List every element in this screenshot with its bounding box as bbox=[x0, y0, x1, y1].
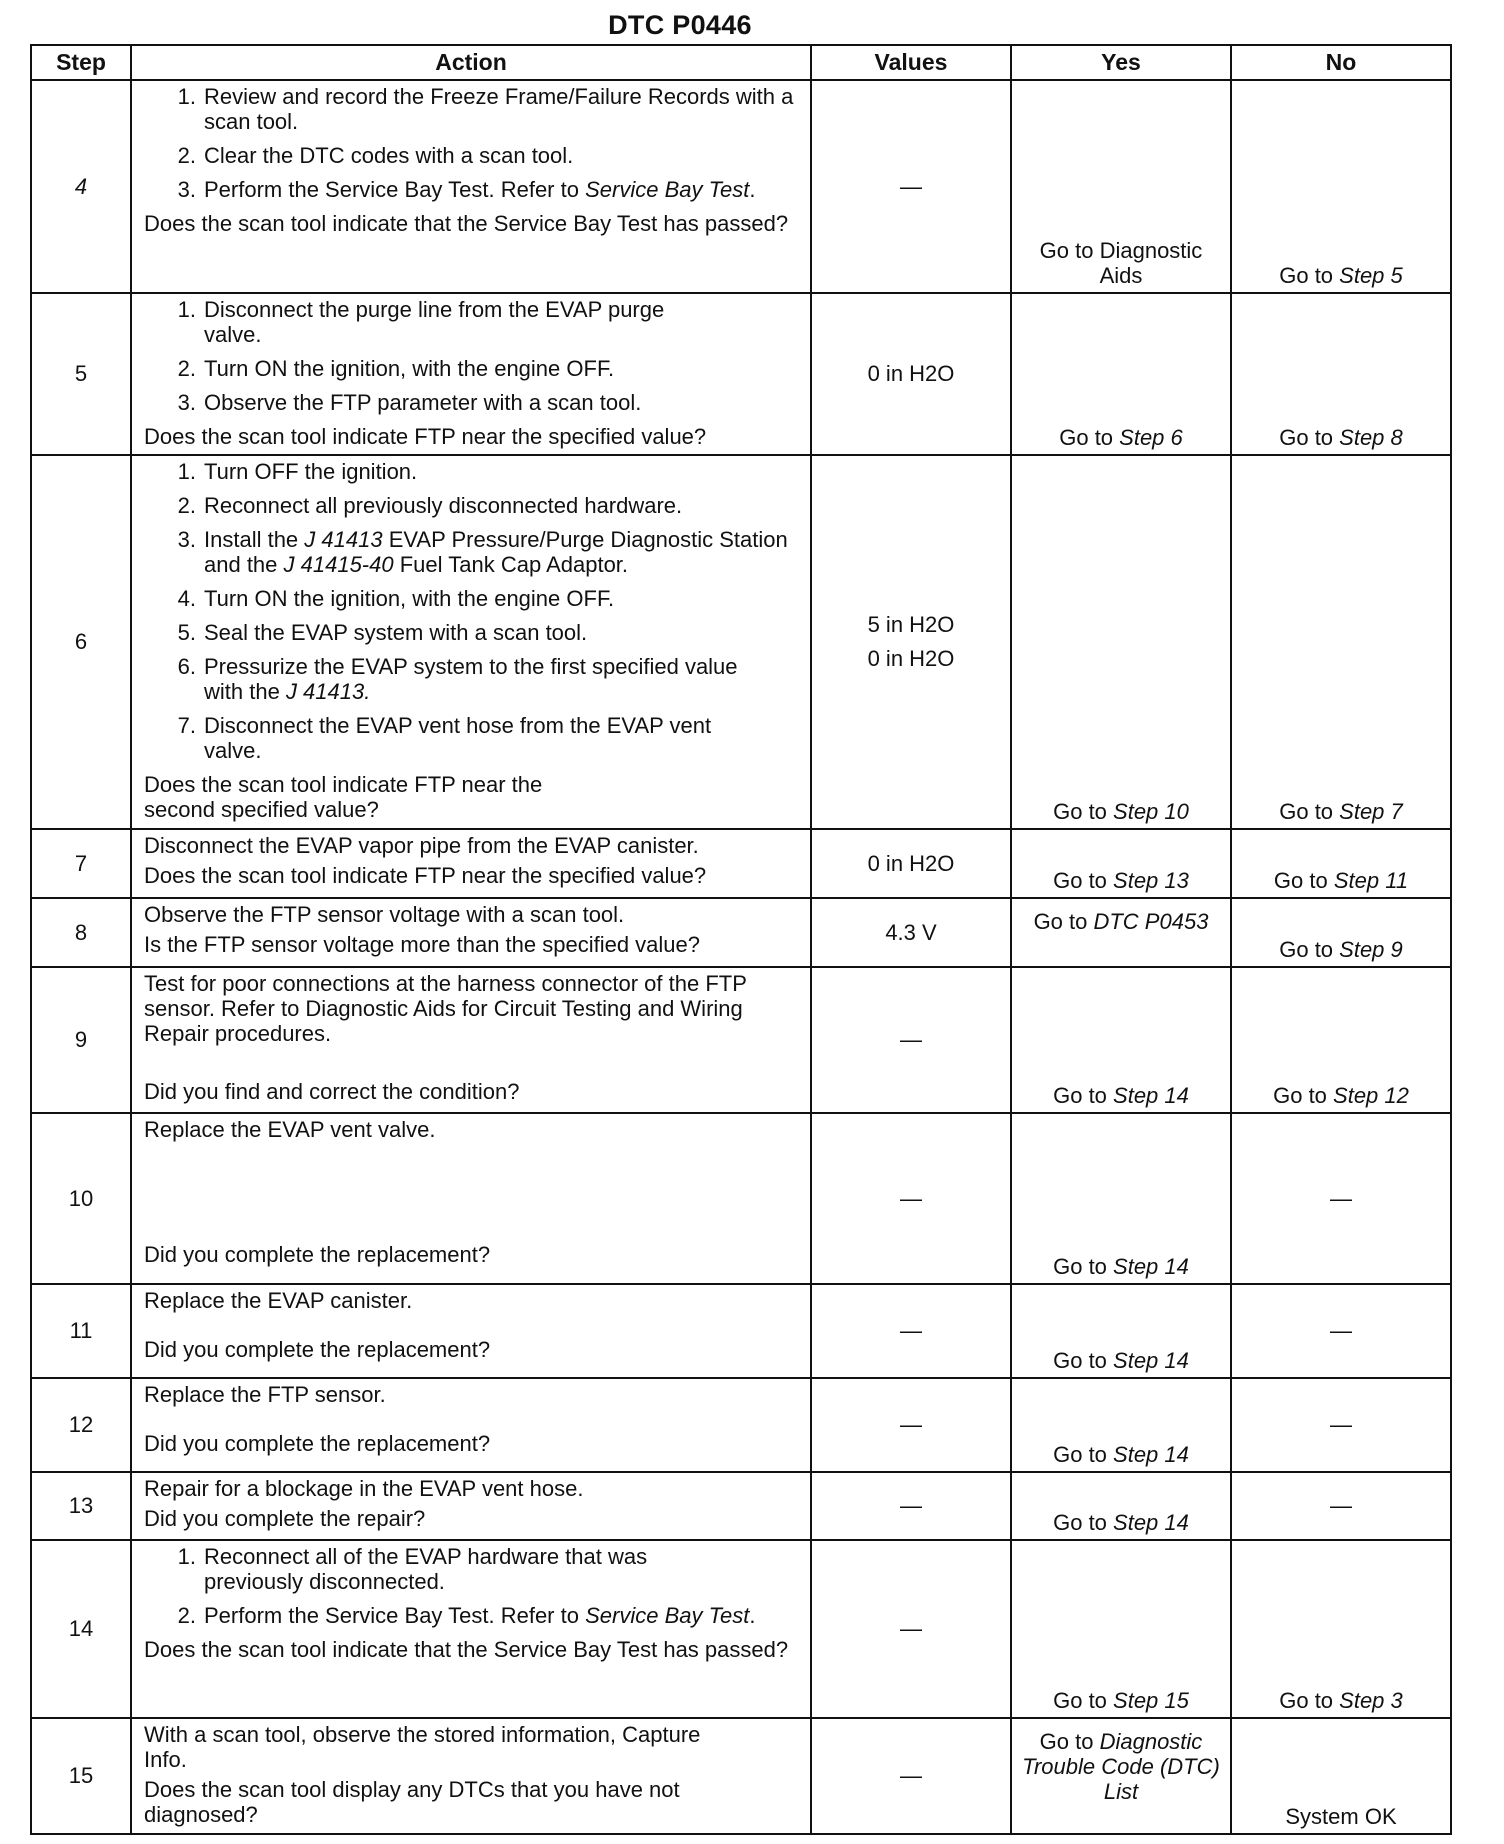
yes-cell: Go to Diagnostic Aids bbox=[1011, 80, 1231, 293]
yes-cell: Go to Step 6 bbox=[1011, 293, 1231, 455]
table-row bbox=[31, 455, 1451, 829]
header-row bbox=[31, 45, 1451, 80]
list-item: 3. Perform the Service Bay Test. Refer to Service Bay Test. bbox=[177, 177, 756, 202]
question: Does the scan tool indicate FTP near the second specified value? bbox=[144, 772, 543, 822]
list-item: 2. Turn ON the ignition, with the engine OFF. bbox=[177, 356, 615, 381]
page-title: DTC P0446 bbox=[608, 10, 752, 40]
values-cell: — bbox=[811, 1113, 1011, 1284]
action-cell bbox=[131, 1718, 811, 1834]
instruction: Replace the EVAP canister. bbox=[144, 1288, 413, 1313]
values-cell: — bbox=[811, 1540, 1011, 1718]
no-cell: Go to Step 12 bbox=[1231, 967, 1451, 1113]
question: Did you complete the replacement? bbox=[144, 1242, 491, 1267]
yes-cell: Go to Step 15 bbox=[1011, 1540, 1231, 1718]
no-cell: — bbox=[1231, 1113, 1451, 1284]
no-cell: — bbox=[1231, 1284, 1451, 1378]
step-cell: 12 bbox=[31, 1378, 131, 1472]
no-cell: System OK bbox=[1231, 1718, 1451, 1834]
step-cell bbox=[31, 80, 131, 293]
list-item: 5. Seal the EVAP system with a scan tool. bbox=[177, 620, 588, 645]
step-cell: 15 bbox=[31, 1718, 131, 1834]
action-cell bbox=[131, 1472, 811, 1540]
table-row bbox=[31, 293, 1451, 455]
table-row bbox=[31, 829, 1451, 898]
action-cell bbox=[131, 829, 811, 898]
yes-cell: Go to Step 14 bbox=[1011, 1284, 1231, 1378]
no-cell: Go to Step 5 bbox=[1231, 80, 1451, 293]
question: Does the scan tool display any DTCs that you have not diagnosed? bbox=[144, 1777, 680, 1827]
action-cell bbox=[131, 1378, 811, 1472]
question: Did you complete the replacement? bbox=[144, 1431, 491, 1456]
instruction: With a scan tool, observe the stored information, Capture Info. bbox=[144, 1722, 701, 1772]
table-row bbox=[31, 1540, 1451, 1718]
list-item: 2. Reconnect all previously disconnected hardware. bbox=[177, 493, 683, 518]
table-row bbox=[31, 80, 1451, 293]
no-cell: Go to Step 9 bbox=[1231, 898, 1451, 967]
instruction: Observe the FTP sensor voltage with a scan tool. bbox=[144, 902, 625, 927]
list-item: 1. Turn OFF the ignition. bbox=[177, 459, 418, 484]
values-cell: — bbox=[811, 1472, 1011, 1540]
yes-cell: Go to Diagnostic Trouble Code (DTC) List bbox=[1011, 1718, 1231, 1834]
table-row bbox=[31, 898, 1451, 967]
action-cell bbox=[131, 898, 811, 967]
values-cell: — bbox=[811, 80, 1011, 293]
question: Does the scan tool indicate that the Service Bay Test has passed? bbox=[144, 211, 789, 236]
yes-cell: Go to Step 14 bbox=[1011, 967, 1231, 1113]
header-step: Step bbox=[31, 45, 131, 80]
question: Did you complete the repair? bbox=[144, 1506, 426, 1531]
header-values: Values bbox=[811, 45, 1011, 80]
list-item: 4. Turn ON the ignition, with the engine OFF. bbox=[177, 586, 615, 611]
instruction: Test for poor connections at the harness connector of the FTP sensor. Refer to Diagnostic Aids for Circuit Testing and Wiring Repair procedures. bbox=[144, 971, 747, 1046]
table-row bbox=[31, 1718, 1451, 1834]
action-cell bbox=[131, 1540, 811, 1718]
action-cell bbox=[131, 455, 811, 829]
list-item: 3. Install the J 41413 EVAP Pressure/Purge Diagnostic Station and the J 41415-40 Fuel Tank Cap Adaptor. bbox=[177, 527, 788, 577]
step-cell: 8 bbox=[31, 898, 131, 967]
question: Does the scan tool indicate FTP near the specified value? bbox=[144, 424, 707, 449]
header-action: Action bbox=[131, 45, 811, 80]
question: Does the scan tool indicate that the Service Bay Test has passed? bbox=[144, 1637, 789, 1662]
step-cell: 10 bbox=[31, 1113, 131, 1284]
yes-cell: Go to Step 14 bbox=[1011, 1378, 1231, 1472]
action-cell bbox=[131, 1113, 811, 1284]
step-cell: 13 bbox=[31, 1472, 131, 1540]
list-item: 2. Perform the Service Bay Test. Refer to Service Bay Test. bbox=[177, 1603, 756, 1628]
action-cell bbox=[131, 967, 811, 1113]
table-row bbox=[31, 1472, 1451, 1540]
step-cell: 11 bbox=[31, 1284, 131, 1378]
yes-cell: Go to Step 13 bbox=[1011, 829, 1231, 898]
values-cell: — bbox=[811, 967, 1011, 1113]
action-cell bbox=[131, 1284, 811, 1378]
question: Did you complete the replacement? bbox=[144, 1337, 491, 1362]
step-number: 4 bbox=[74, 173, 88, 199]
no-cell: Go to Step 7 bbox=[1231, 455, 1451, 829]
no-cell: — bbox=[1231, 1472, 1451, 1540]
table-row bbox=[31, 967, 1451, 1113]
action-cell bbox=[131, 80, 811, 293]
instruction: Replace the FTP sensor. bbox=[144, 1382, 386, 1407]
list-item: 6. Pressurize the EVAP system to the first specified value with the J 41413. bbox=[177, 654, 738, 704]
question: Did you find and correct the condition? bbox=[144, 1079, 520, 1104]
list-item: 1. Disconnect the purge line from the EVAP purge valve. bbox=[177, 297, 665, 347]
list-item: 2. Clear the DTC codes with a scan tool. bbox=[177, 143, 574, 168]
yes-cell: Go to Step 14 bbox=[1011, 1113, 1231, 1284]
step-cell: 5 bbox=[31, 293, 131, 455]
instruction: Repair for a blockage in the EVAP vent hose. bbox=[144, 1476, 584, 1501]
no-cell: Go to Step 8 bbox=[1231, 293, 1451, 455]
values-cell: — bbox=[811, 1378, 1011, 1472]
table-row bbox=[31, 1284, 1451, 1378]
header-no: No bbox=[1231, 45, 1451, 80]
question: Is the FTP sensor voltage more than the specified value? bbox=[144, 932, 701, 957]
step-cell: 6 bbox=[31, 455, 131, 829]
instruction: Replace the EVAP vent valve. bbox=[144, 1117, 436, 1142]
step-cell: 14 bbox=[31, 1540, 131, 1718]
list-item: 3. Observe the FTP parameter with a scan tool. bbox=[177, 390, 642, 415]
values-cell: — bbox=[811, 1284, 1011, 1378]
step-cell: 7 bbox=[31, 829, 131, 898]
list-item: 1. Review and record the Freeze Frame/Failure Records with a scan tool. bbox=[177, 84, 794, 134]
values-cell: — bbox=[811, 1718, 1011, 1834]
table-row bbox=[31, 1378, 1451, 1472]
values-cell: 0 in H2O bbox=[811, 293, 1011, 455]
action-cell bbox=[131, 293, 811, 455]
yes-cell: Go to DTC P0453 bbox=[1011, 898, 1231, 967]
no-cell: Go to Step 11 bbox=[1231, 829, 1451, 898]
yes-cell: Go to Step 10 bbox=[1011, 455, 1231, 829]
table-row bbox=[31, 1113, 1451, 1284]
header-yes: Yes bbox=[1011, 45, 1231, 80]
no-cell: Go to Step 3 bbox=[1231, 1540, 1451, 1718]
no-cell: — bbox=[1231, 1378, 1451, 1472]
values-cell: 0 in H2O bbox=[811, 829, 1011, 898]
instruction: Disconnect the EVAP vapor pipe from the EVAP canister. bbox=[144, 833, 699, 858]
step-cell: 9 bbox=[31, 967, 131, 1113]
question: Does the scan tool indicate FTP near the specified value? bbox=[144, 863, 707, 888]
list-item: 1. Reconnect all of the EVAP hardware that was previously disconnected. bbox=[177, 1544, 648, 1594]
diagnostic-table bbox=[30, 44, 1452, 1835]
values-cell: 4.3 V bbox=[811, 898, 1011, 967]
list-item: 7. Disconnect the EVAP vent hose from the EVAP vent valve. bbox=[177, 713, 712, 763]
values-cell: 5 in H2O 0 in H2O bbox=[811, 455, 1011, 829]
yes-cell: Go to Step 14 bbox=[1011, 1472, 1231, 1540]
